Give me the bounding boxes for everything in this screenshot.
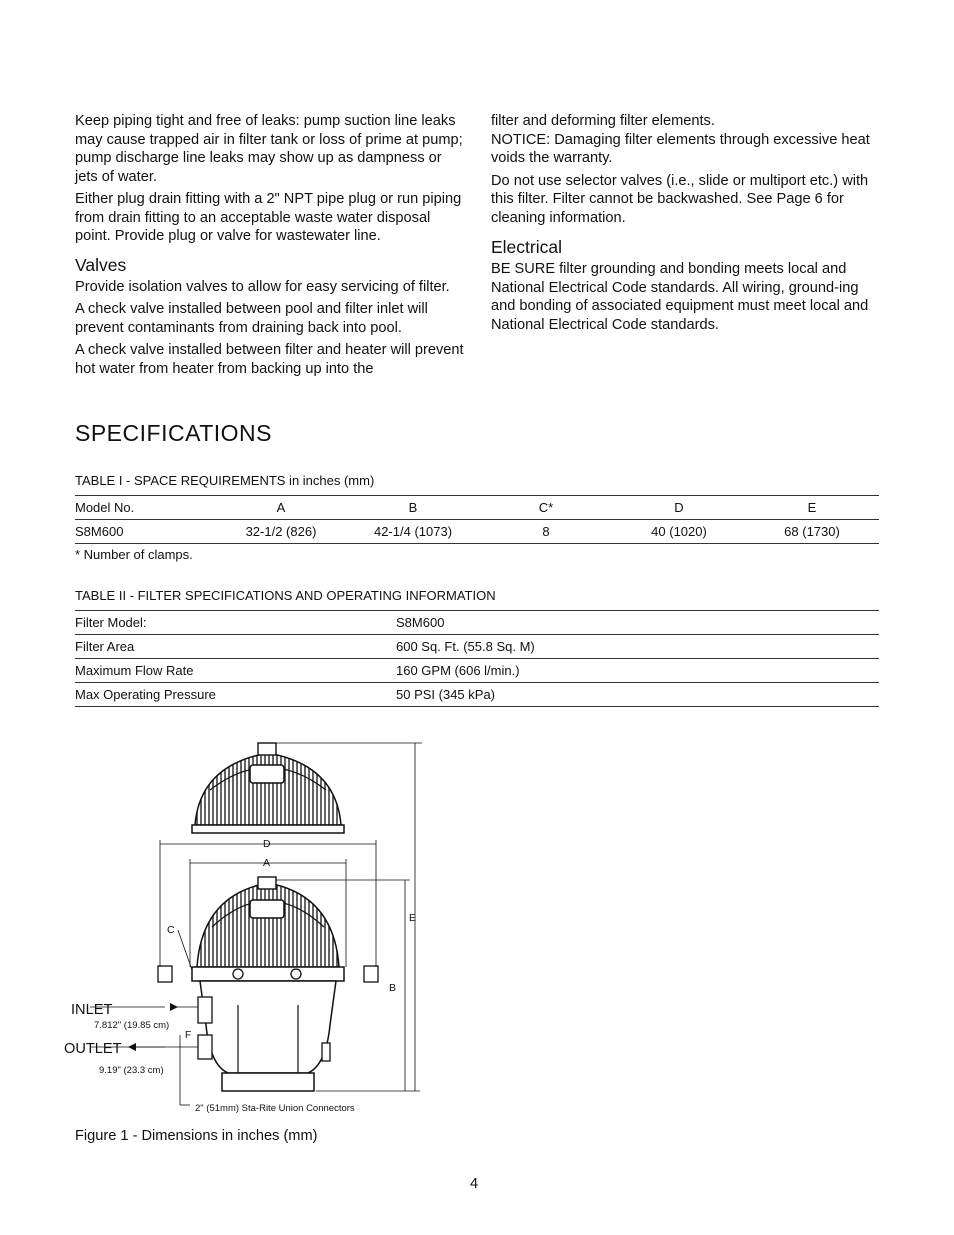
table-cell: Max Operating Pressure	[75, 687, 216, 702]
dimension-label-inlet: 7.812" (19.85 cm)	[94, 1020, 170, 1031]
paragraph: Keep piping tight and free of leaks: pump suction line leaks may cause trapped air in filter tank or loss of prime at pump; pump discharge line leaks may show up as dampness or jets of water.	[75, 113, 463, 185]
inlet-label: INLET	[71, 1002, 113, 1018]
table-cell: Filter Area	[75, 639, 135, 654]
notice-paragraph: NOTICE: Damaging filter elements through excessive heat voids the warranty.	[491, 131, 870, 166]
table-cell: S8M600	[75, 524, 124, 539]
paragraph: BE SURE filter grounding and bonding meets local and National Electrical Code standards. All wiring, ground-ing and bonding of associated equipment must meet local and National Electrical Code standards.	[491, 261, 869, 333]
paragraph: Either plug drain fitting with a 2" NPT pipe plug or run piping from drain fitting to an acceptable waste water disposal point. Provide plug or valve for wastewater line.	[75, 191, 462, 244]
label-a: A	[263, 857, 271, 869]
header-cell: E	[807, 500, 817, 515]
table-row	[75, 611, 879, 635]
table1-caption: TABLE I - SPACE REQUIREMENTS in inches (mm)	[75, 473, 375, 488]
dimension-label-outlet: 9.19" (23.3 cm)	[99, 1065, 164, 1076]
filter-dimensions-figure	[60, 735, 440, 1115]
table1-note: * Number of clamps.	[75, 547, 193, 562]
figure-caption: Figure 1 - Dimensions in inches (mm)	[75, 1128, 318, 1144]
table-cell: 50 PSI (345 kPa)	[396, 687, 495, 702]
left-column	[75, 112, 465, 382]
label-d: D	[263, 838, 271, 850]
outlet-label: OUTLET	[64, 1041, 122, 1057]
valves-heading: Valves	[75, 254, 127, 275]
header-cell: A	[276, 500, 286, 515]
table-cell: 160 GPM (606 l/min.)	[396, 663, 520, 678]
table-header-row	[75, 496, 879, 520]
header-cell: D	[674, 500, 684, 515]
paragraph: A check valve installed between filter and heater will prevent hot water from heater from backing up into the	[75, 342, 464, 377]
table-cell: 600 Sq. Ft. (55.8 Sq. M)	[396, 639, 535, 654]
inlet-arrowhead	[170, 1003, 178, 1011]
filter-lid-removed	[192, 743, 422, 833]
table2-caption: TABLE II - FILTER SPECIFICATIONS AND OPERATING INFORMATION	[75, 588, 496, 603]
table-cell: 8	[542, 524, 550, 539]
paragraph: filter and deforming filter elements.	[491, 113, 715, 129]
specifications-title: SPECIFICATIONS	[75, 420, 272, 446]
space-requirements-table	[75, 495, 879, 544]
outlet-arrowhead	[128, 1043, 136, 1051]
connectors-label: 2" (51mm) Sta-Rite Union Connectors	[195, 1103, 355, 1114]
table-cell: 68 (1730)	[784, 524, 840, 539]
label-f: F	[185, 1030, 192, 1041]
table-cell: 40 (1020)	[651, 524, 707, 539]
header-cell: C*	[538, 500, 554, 515]
header-cell: B	[408, 500, 418, 515]
paragraph: Provide isolation valves to allow for easy servicing of filter.	[75, 278, 450, 295]
filter-tank	[158, 877, 378, 1091]
filter-specifications-table	[75, 610, 879, 707]
table-row	[75, 659, 879, 683]
table-row	[75, 635, 879, 659]
table-cell: S8M600	[396, 615, 445, 630]
table-cell: 42-1/4 (1073)	[373, 524, 453, 539]
table-cell: 32-1/2 (826)	[245, 524, 317, 539]
label-e: E	[409, 912, 417, 924]
table-row	[75, 683, 879, 707]
electrical-heading: Electrical	[491, 237, 562, 257]
page-number: 4	[470, 1176, 479, 1192]
label-b: B	[389, 982, 397, 994]
label-c: C	[167, 924, 175, 936]
right-column	[491, 112, 883, 338]
table-cell: Filter Model:	[75, 615, 147, 630]
paragraph: A check valve installed between pool and filter inlet will prevent contaminants from draining back into pool.	[75, 301, 428, 336]
table-row	[75, 520, 879, 544]
header-cell: Model No.	[75, 500, 135, 515]
table-cell: Maximum Flow Rate	[75, 663, 194, 678]
paragraph: Do not use selector valves (i.e., slide or multiport etc.) with this filter. Filter cannot be backwashed. See Page 6 for cleaning information.	[491, 172, 869, 226]
